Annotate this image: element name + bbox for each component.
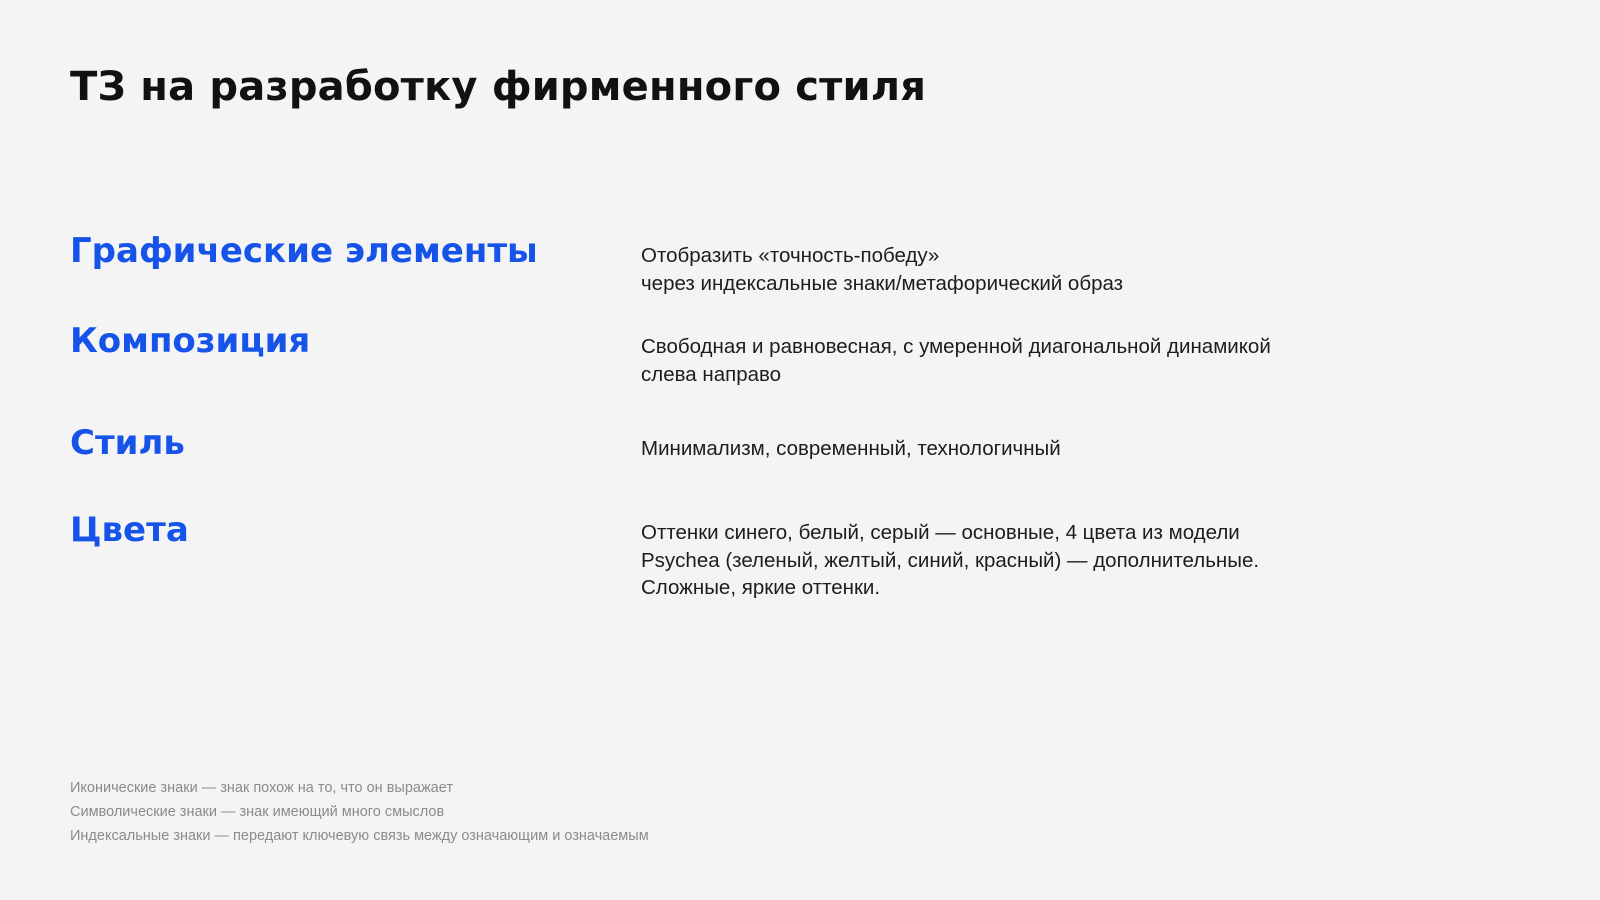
section-heading-colors: Цвета (70, 510, 189, 550)
footnote-indexical-signs: Индексальные знаки — передают ключевую связь между означающим и означаемым (70, 828, 649, 844)
section-text-graphic-elements: Отобразить «точность-победу» через индексальные знаки/метафорический образ (641, 244, 1124, 295)
section-text-composition: Свободная и равновесная, с умеренной диагональной динамикой слева направо (641, 335, 1271, 386)
footnote-iconic-signs: Иконические знаки — знак похож на то, что он выражает (70, 780, 453, 796)
section-text-style: Минимализм, современный, технологичный (641, 437, 1061, 460)
section-heading-style: Стиль (70, 423, 185, 463)
section-text-colors: Оттенки синего, белый, серый — основные, 4 цвета из модели Psychea (зеленый, желтый, синий, красный) — дополнительные. Сложные, яркие оттенки. (641, 521, 1260, 599)
section-heading-composition: Композиция (70, 321, 311, 361)
page-title: ТЗ на разработку фирменного стиля (70, 64, 927, 110)
section-heading-graphic-elements: Графические элементы (70, 231, 538, 271)
footnote-symbolic-signs: Символические знаки — знак имеющий много смыслов (70, 804, 445, 820)
footnotes (70, 776, 649, 848)
